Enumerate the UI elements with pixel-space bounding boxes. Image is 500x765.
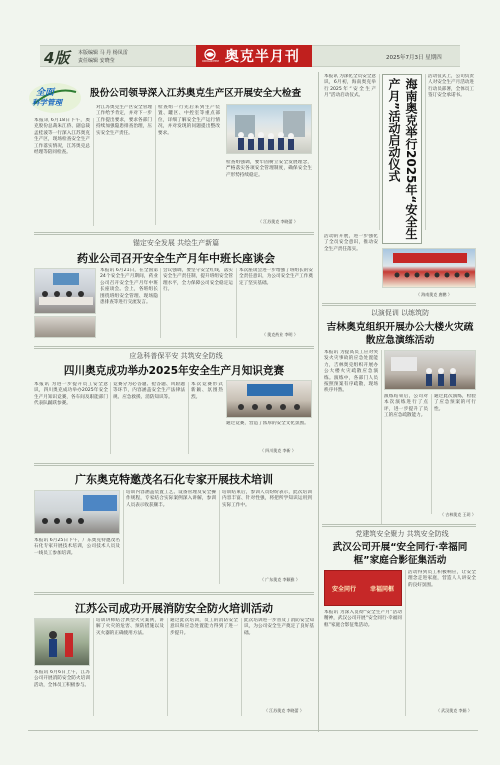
feature-col2: 对江苏奥克生产区安全管理工作给予肯定，并对下一步工作提出要求，要求各部门持续加强隐患排查治理，压实安全生产责任。	[96, 105, 152, 136]
feature-col1: 本报讯 6月18日下午，奥克股份总裁朱江侨、副总裁孟桂波等一行深入江苏奥克生产区，现场检查安全生产工作落实情况，江苏奥克总经理等陪同检查。	[34, 118, 90, 156]
launch-ceremony-image	[383, 249, 477, 289]
right-mid-col1: 本报讯 为提高员工应对突发火灾事故的应急处置能力，吉林奥克组织开展办公大楼火灾疏散应急演练。演练中，各部门人员按照预案有序疏散，现场秩序井然。	[324, 350, 378, 394]
issue-date: 2025年7月3日 星期四	[386, 55, 442, 61]
article2-photo-2	[34, 316, 96, 338]
right-mid-photo	[384, 350, 476, 390]
article2-photo	[34, 268, 96, 314]
article2-title: 药业公司召开安全生产月年中班长座谈会	[77, 252, 275, 265]
right-top-photo	[382, 248, 476, 288]
logo-subtext: OXIRANCHEM	[202, 60, 219, 63]
oxiranchem-logo-icon	[203, 49, 217, 60]
article2-col1: 本报讯 6月21日，在全国第24个安全生产月期间，药业公司召开安全生产月年中班长座谈会。会上，各班组长围绕班组安全管理、现场隐患排查等进行交流发言。	[100, 268, 158, 306]
right-top-col2: 活动仪式上，公司负责人对安全生产月活动进行动员部署，全体员工签订安全承诺书。	[428, 74, 474, 99]
article3-col1: 本报讯 为进一步提升员工安全意识，四川奥克成功举办2025年安全生产月知识竞赛，各车间及职能部门代表队踊跃参赛。	[34, 382, 108, 407]
article5-caption: （ 江苏奥克 李晓蕾 ）	[264, 708, 304, 713]
meeting-room-image	[35, 269, 97, 315]
evacuation-drill-image	[385, 351, 477, 391]
article4-col2: 培训内容涵盖装置工艺、设备管理及安全操作规程，专家结合实际案例深入讲解，参训人员表示收获颇丰。	[126, 490, 216, 508]
feature-badge-top: 全面	[36, 88, 55, 98]
right-bottom-banner	[324, 570, 402, 606]
right-top-col1: 本报讯 为深化全员安全意识，6月初，海南奥克举行2025年“安全生产月”活动启动仪式。	[324, 74, 376, 99]
feature-badge	[28, 82, 82, 114]
article3-col4: 通过竞赛，营造了浓厚的安全文化氛围。	[226, 421, 309, 426]
article3-col2: 竞赛分为必答题、抢答题、风险题等环节，内容涵盖安全生产法律法规、应急救援、消防知识等。	[113, 382, 185, 400]
article4-photo	[34, 490, 120, 534]
banner-left-text: 安全同行	[331, 585, 356, 593]
article5-photo	[34, 618, 90, 666]
fire-drill-image	[35, 619, 91, 667]
right-bottom-col2: 活动得到员工积极响应，让安全理念走进家庭，营造人人讲安全的良好氛围。	[408, 570, 476, 588]
article4-title: 广东奥克特邀茂名石化专家开展技术培训	[75, 473, 273, 486]
right-bottom-col1: 本报讯 为深入贯彻“安全生产月”活动精神，武汉公司开展“安全同行·幸福同框”家庭合影征集活动。	[324, 610, 402, 628]
right-bottom-caption: （ 武汉奥克 李娟 ）	[436, 708, 472, 713]
right-mid-caption: （ 吉林奥克 王玥 ）	[440, 512, 476, 517]
article2-kicker: 锚定安全发展 共绘生产新篇	[132, 239, 220, 247]
article3-kicker: 应急科普保平安 共筑安全防线	[129, 352, 223, 360]
article3-photo	[226, 380, 312, 418]
article2-caption: （ 奥克药业 李明 ）	[262, 332, 298, 337]
article5-title: 江苏公司成功开展消防安全防火培训活动	[75, 602, 273, 615]
article4-col1: 本报讯 6月25日下午，广东奥克特邀茂名石化专家开展技术培训，公司技术人员及一线员工参加培训。	[34, 538, 120, 556]
right-top-title-box	[382, 74, 422, 244]
article5-col2: 培训讲师结合典型火灾案例，讲解了火灾的危害、预防措施以及灭火器的正确使用方法。	[96, 618, 164, 636]
feature-caption: （ 江苏奥克 李晓蕾 ）	[258, 219, 298, 224]
right-top-title: 海南奥克举行2025年“安全生产月”活动启动仪式	[387, 78, 418, 240]
masthead-title: 奥克半月刊	[224, 49, 300, 65]
article4-caption: （ 广东奥克 李颖雅 ）	[260, 577, 300, 582]
feature-col4: 检查组强调，要牢固树立安全发展理念，严格落实各项安全管理制度，确保安全生产形势持续稳定。	[226, 160, 312, 178]
article3-col3: 本次竞赛形式新颖、氛围热烈。	[191, 382, 223, 400]
article5-col4: 此次培训进一步普及了消防安全知识，为公司安全生产奠定了良好基础。	[244, 618, 314, 636]
right-mid-title: 吉林奥克组织开展办公大楼火灾疏散应急演练活动	[326, 322, 474, 346]
masthead-box	[196, 45, 312, 67]
article2-col2: 会议强调，要坚守安全红线，落实安全生产责任制，提升班组安全管理水平，全力保障公司安全稳定运行。	[163, 268, 233, 293]
training-lecture-image	[35, 491, 121, 535]
company-logo	[202, 49, 219, 63]
feature-photo	[226, 104, 312, 154]
article5-col3: 通过此次培训，员工的消防安全意识和应急处置能力得到了进一步提升。	[170, 618, 238, 636]
right-mid-kicker: 以演促训 以练筑防	[370, 309, 430, 317]
right-bottom-kicker: 党建筑安全聚力 共筑安全防线	[355, 530, 449, 538]
feature-title: 股份公司领导深入江苏奥克生产区开展安全大检查	[90, 88, 302, 99]
editor-line: 本版编辑 马 丹 杨凤雷	[78, 50, 128, 56]
feature-badge-bottom: 科学管理	[32, 98, 62, 107]
page-number: 4版	[44, 49, 70, 67]
article5-col1: 本报讯 6月6日上午，江苏公司开展消防安全防火培训活动，全体员工积极参与。	[34, 670, 90, 688]
right-top-col3: 活动的开展，进一步强化了全员安全意识，推动安全生产责任落实。	[324, 234, 378, 252]
right-mid-col2: 演练结束后，公司对本次演练进行了点评，进一步提升了员工的应急疏散能力。	[384, 394, 428, 419]
right-bottom-title: 武汉公司开展“安全同行·幸福同框”家庭合影征集活动	[332, 542, 468, 566]
quiz-contest-image	[227, 381, 313, 419]
banner-right-text: 幸福同框	[369, 585, 394, 593]
inspection-team-image	[227, 105, 313, 155]
right-mid-col3: 通过此次演练，检验了应急预案的可行性。	[434, 394, 476, 412]
feature-col3: 检查组一行先后来到生产装置、罐区、中控室等重点部位，详细了解安全生产运行情况，并对发现的问题提出整改要求。	[158, 105, 220, 136]
right-top-caption: （ 海南奥克 唐鹏 ）	[416, 292, 452, 297]
article3-title: 四川奥克成功举办2025年安全生产月知识竞赛	[63, 365, 285, 377]
article4-col3: 培训结束后，参训人员纷纷表示，此次培训内容丰富、针对性强，将把所学知识运用到实际工作中。	[222, 490, 312, 508]
article3-caption: （ 四川奥克 李新 ）	[260, 448, 296, 453]
article2-col3: 本次座谈会进一步增强了班组长的安全责任意识，为公司安全生产工作奠定了坚实基础。	[239, 268, 313, 286]
reviewer-line: 责任编辑 安晓莹	[78, 58, 115, 64]
